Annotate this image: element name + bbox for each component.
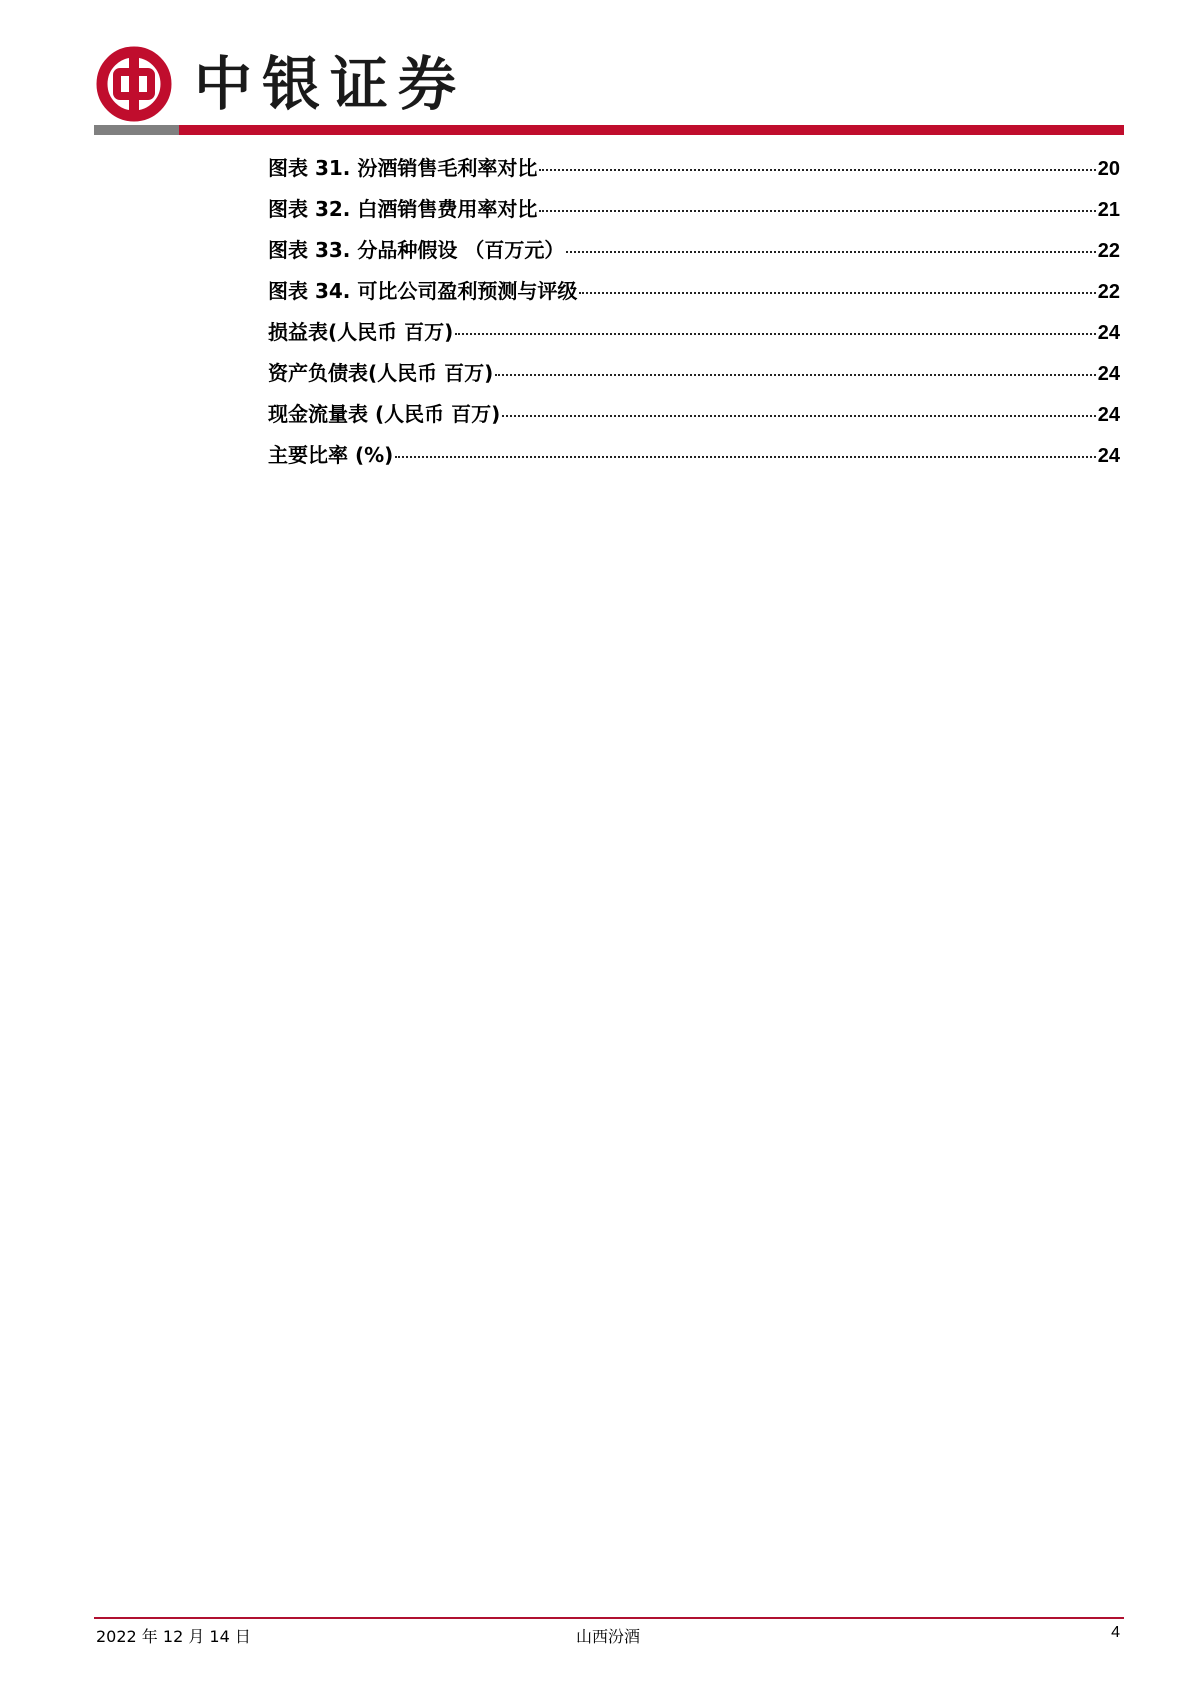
footer — [96, 1624, 1120, 1648]
toc-entry-label: 图表 34. 可比公司盈利预测与评级 — [268, 279, 578, 303]
brand-name: 中银证券 — [194, 50, 467, 118]
toc-leader-dots — [579, 291, 1095, 294]
toc-leader-dots — [502, 414, 1096, 417]
toc-leader-dots — [495, 373, 1096, 376]
toc-leader-dots — [395, 455, 1095, 458]
toc-entry-label: 图表 33. 分品种假设 （百万元） — [268, 238, 565, 262]
toc-entry-page: 24 — [1097, 322, 1120, 344]
footer-divider — [94, 1617, 1124, 1619]
toc-entry-page: 24 — [1097, 445, 1120, 467]
toc-entry-page: 24 — [1097, 363, 1120, 385]
toc-entry-page: 21 — [1097, 199, 1120, 221]
page-number: 4 — [1111, 1624, 1120, 1641]
toc-entry[interactable] — [268, 234, 1120, 275]
toc-entry-page: 24 — [1097, 404, 1120, 426]
header — [96, 44, 466, 124]
toc-entry[interactable] — [268, 316, 1120, 357]
toc-entry[interactable] — [268, 439, 1120, 480]
toc-entry-page: 22 — [1097, 240, 1120, 262]
table-of-contents — [268, 152, 1120, 480]
toc-entry-page: 22 — [1097, 281, 1120, 303]
toc-entry-page: 20 — [1097, 158, 1120, 180]
toc-entry[interactable] — [268, 398, 1120, 439]
toc-entry-label: 图表 31. 汾酒销售毛利率对比 — [268, 156, 538, 180]
toc-entry[interactable] — [268, 152, 1120, 193]
toc-leader-dots — [539, 209, 1095, 212]
toc-entry-label: 资产负债表(人民币 百万) — [268, 361, 494, 385]
header-divider — [94, 125, 1124, 135]
toc-entry-label: 现金流量表 (人民币 百万) — [268, 402, 501, 426]
toc-entry-label: 损益表(人民币 百万) — [268, 320, 454, 344]
footer-date: 2022 年 12 月 14 日 — [96, 1627, 251, 1646]
toc-entry-label: 图表 32. 白酒销售费用率对比 — [268, 197, 538, 221]
toc-entry-label: 主要比率 (%) — [268, 443, 394, 467]
footer-title: 山西汾酒 — [575, 1627, 641, 1646]
toc-leader-dots — [566, 250, 1095, 253]
bank-of-china-logo-icon — [96, 46, 172, 122]
toc-entry[interactable] — [268, 193, 1120, 234]
toc-entry[interactable] — [268, 275, 1120, 316]
toc-entry[interactable] — [268, 357, 1120, 398]
toc-leader-dots — [455, 332, 1096, 335]
toc-leader-dots — [539, 168, 1095, 171]
